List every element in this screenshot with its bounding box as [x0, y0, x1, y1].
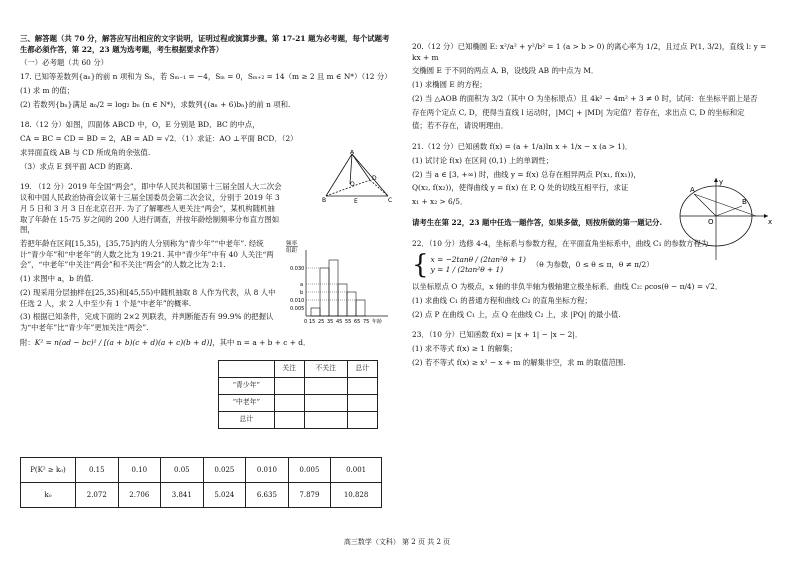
table-cell [274, 412, 304, 429]
table-row [219, 361, 378, 378]
table-cell [304, 412, 347, 429]
hist-xtick: 25 [318, 319, 325, 325]
q19-stem: 19. （12 分）2019 年全国“两会”，即中华人民共和国第十三届全国人大二次会议和中国人民政治协商会议第十三届全国委员会第二次会议，分别于 2019 年 3 月 5 日和 3 月 3 日在北京召开. 为了了解哪些人更关注“两会”，某机构随机抽取了年龄在 15-75 岁之间的 200 人进行调查，并按年龄绘制频率分布直方图如图， [20, 182, 282, 235]
label-a: A [350, 150, 355, 156]
q22-param-range: （θ 为参数，0 ≤ θ ≤ π，θ ≠ π/2） [531, 259, 654, 269]
hist-xtick: 65 [354, 319, 361, 325]
label-d: D [372, 175, 377, 182]
q19-conditions: 若把年龄在区间[15,35)，[35,75]内的人分别称为“青少年”“中老年”. 经统计“青少年”和“中老年”的人数之比为 19:21. 其中“青少年”中有 40 人关注“两会”，“中老年”中关注“两会”和不关注“两会”的人数之比为 2:1. [20, 239, 274, 270]
formula-suffix: ，其中 n = a + b + c + d． [212, 337, 311, 347]
table-cell: 2.072 [76, 483, 119, 508]
table-cell: 关注 [274, 361, 304, 378]
q23-stem: 23．（10 分）已知函数 f(x) = |x + 1| − |x − 2|． [412, 330, 583, 340]
table-cell [304, 378, 347, 395]
q20-part1: (1) 求椭圆 E 的方程； [412, 80, 487, 90]
table-cell [304, 395, 347, 412]
hist-xtick: 75 [363, 319, 370, 325]
q21-part1: (1) 试讨论 f(x) 在区间 (0,1) 上的单调性； [412, 155, 554, 165]
label-b: B [742, 198, 747, 206]
q17-part2: (2) 若数列{bₙ}满足 aₙ/2 = log₂ bₙ (n ∈ N*)，求数列{(aₙ + 6)bₙ}的前 n 项和. [20, 99, 291, 109]
q17-part1: (1) 求 m 的值； [20, 85, 75, 95]
q21-part2: (2) 当 a ∈ [3, +∞) 时，曲线 y = f(x) 总存在相异两点 P(x₁, f(x₁))， [412, 169, 641, 179]
table-cell: 6.635 [246, 483, 289, 508]
q19-part2: (2) 现采用分层抽样在[25,35)和[45,55)中随机抽取 8 人作为代表，从 8 人中任选 2 人，求 2 人中至少有 1 个是“中老年”的概率. [20, 287, 276, 308]
label-a: A [690, 186, 695, 194]
label-e: E [354, 198, 358, 204]
q20-line2: 交椭圆 E 于不同的两点 A, B，设线段 AB 的中点为 M． [412, 66, 599, 76]
table-cell: 0.025 [203, 458, 246, 483]
q23-part1: (1) 求不等式 f(x) ≥ 1 的解集； [412, 344, 517, 354]
q17-stem: 17. 已知等差数列{aₙ}的前 n 项和为 Sₙ，若 Sₘ₋₁ = −4，Sₘ = 0，Sₘ₊₂ = 14（m ≥ 2 且 m ∈ N*）（12 分） [20, 72, 392, 82]
hist-xlabel: 年龄 [372, 319, 383, 325]
hist-xtick: 55 [345, 319, 352, 325]
label-o: O [708, 218, 714, 226]
table-cell: 0.10 [118, 458, 161, 483]
q22-x-equation: x = −2tanθ / (2tan²θ + 1) [430, 254, 526, 264]
formula-prefix: 附： [20, 337, 35, 347]
hist-xtick: 45 [336, 319, 343, 325]
table-cell [219, 361, 275, 378]
table-cell: 总计 [219, 412, 275, 429]
q20-part2-end: 值；若不存在，请说明理由． [412, 121, 509, 131]
q18-conditions: CA = BC = CD = BD = 2，AB = AD = √2．（1）求证：AO ⊥平面 BCD．（2） [20, 134, 298, 144]
table-row [219, 412, 378, 429]
table-cell: k₀ [21, 483, 76, 508]
elective-note: 请考生在第 22，23 题中任选一题作答，如果多做，则按所做的第一题记分. [412, 217, 663, 227]
formula-body: K² = n(ad − bc)² / [(a + b)(c + d)(a + c)(b + d)] [34, 337, 213, 347]
table-cell: 不关注 [304, 361, 347, 378]
hist-xtick: 0 [304, 319, 308, 325]
table-cell: “中老年” [219, 395, 275, 412]
q23-part2: (2) 若不等式 f(x) ≥ x² − x + m 的解集非空，求 m 的取值范围. [412, 357, 626, 367]
table-cell: 0.010 [246, 458, 289, 483]
hist-ytick: 0.005 [290, 306, 305, 312]
table-cell: 7.879 [288, 483, 331, 508]
q20-part2-cont: 存在两个定点 C, D，使得当直线 l 运动时，|MC| + |MD| 为定值？若存在，求出点 C, D 的坐标和定 [412, 107, 745, 117]
q21-part2-cont: Q(x₂, f(x₂))，使得曲线 y = f(x) 在 P, Q 处的切线互相平行，求证 [412, 183, 629, 193]
page-footer: 高三数学（文科） 第 2 页 共 2 页 [343, 538, 451, 546]
hist-ylabel-bottom: 组距 [286, 248, 298, 254]
table-cell: 5.024 [203, 483, 246, 508]
hist-xtick: 35 [327, 319, 334, 325]
hist-ytick: b [300, 290, 304, 296]
contingency-table [218, 360, 378, 429]
table-cell: 总计 [347, 361, 377, 378]
q18-part2: 求异面直线 AB 与 CD 所成角的余弦值. [20, 147, 151, 157]
q18-stem: 18.（12 分）如图，四面体 ABCD 中，O，E 分别是 BD、BC 的中点， [20, 120, 260, 130]
q22-stem: 22．（10 分）选修 4-4，坐标系与参数方程，在平面直角坐标系中，曲线 C₁ 的参数方程为 [412, 238, 709, 248]
table-cell: 10.828 [331, 483, 382, 508]
table-cell: 0.05 [161, 458, 204, 483]
table-cell: “青少年” [219, 378, 275, 395]
table-cell [347, 412, 377, 429]
q21-stem: 21.（12 分）已知函数 f(x) = (a + 1/a)ln x + 1/x − x (a > 1)． [412, 142, 633, 152]
hist-ytick: 0.030 [290, 266, 305, 272]
q22-part1: (1) 求曲线 C₁ 的普通方程和曲线 C₂ 的直角坐标方程； [412, 296, 592, 306]
q20-stem: 20.（12 分）已知椭圆 E: x²/a² + y²/b² = 1 (a > b > 0) 的离心率为 1/2，且过点 P(1, 3/2)，直线 l: y = kx + m [412, 42, 767, 62]
section3-header: 三、解答题（共 70 分，解答应写出相应的文字说明，证明过程或演算步骤。第 17-21 题为必考题，每个试题考生都必须作答，第 22，23 题为选考题，考生根据要求作答） [20, 34, 390, 54]
label-c: C [388, 197, 393, 204]
q22-part2: (2) 点 P 在曲线 C₁ 上，点 Q 在曲线 C₂ 上，求 |PQ| 的最小值. [412, 309, 621, 319]
tetrahedron-figure [322, 150, 394, 204]
table-cell [274, 378, 304, 395]
q21-part2-end: x₁ + x₂ > 6/5． [412, 197, 468, 207]
table-row [219, 395, 378, 412]
table-cell [347, 395, 377, 412]
required-header: （一）必考题（共 60 分） [20, 58, 109, 68]
table-cell [274, 395, 304, 412]
critical-value-table [20, 457, 382, 508]
table-cell: 0.15 [76, 458, 119, 483]
label-b: B [322, 197, 327, 204]
q22-polar: 以坐标原点 O 为极点，x 轴的非负半轴为极轴建立极坐标系．曲线 C₂: ρcos(θ − π/4) = √2． [412, 282, 723, 292]
q20-part2: (2) 当 △AOB 的面积为 3/2（其中 O 为坐标原点）且 4k² − 4m² + 3 ≠ 0 时，试问：在坐标平面上是否 [412, 93, 758, 103]
table-cell [347, 378, 377, 395]
table-row [21, 458, 382, 483]
hist-ytick: 0.010 [290, 298, 305, 304]
frequency-histogram [284, 238, 396, 330]
hist-ytick: a [300, 282, 304, 288]
table-cell: P(K² ≥ k₀) [21, 458, 76, 483]
q18-part3: （3）求点 E 到平面 ACD 的距离. [20, 161, 133, 171]
q19-part3: (3) 根据已知条件，完成下面的 2×2 列联表，并判断能否有 99.9% 的把握认为“中老年”比“青少年”更加关注“两会”. [20, 312, 274, 333]
ellipse-figure [676, 176, 776, 262]
hist-ylabel-top: 频率 [286, 241, 298, 247]
axis-label-x: x [768, 218, 773, 226]
table-row [21, 483, 382, 508]
k2-formula [20, 338, 392, 349]
table-cell: 0.001 [331, 458, 382, 483]
q22-y-equation: y = 1 / (2tan²θ + 1) [430, 265, 504, 275]
table-row [219, 378, 378, 395]
table-cell: 3.841 [161, 483, 204, 508]
q19-part1: (1) 求图中 a，b 的值. [20, 274, 94, 284]
table-cell: 0.005 [288, 458, 331, 483]
axis-label-y: y [719, 178, 724, 186]
q22-parametric: { x = −2tanθ / (2tan²θ + 1) y = 1 / (2tan²θ + 1) （θ 为参数，0 ≤ θ ≤ π，θ ≠ π/2） [412, 250, 654, 281]
table-cell: 2.706 [118, 483, 161, 508]
hist-xtick: 15 [309, 319, 316, 325]
label-o: O [350, 181, 355, 188]
